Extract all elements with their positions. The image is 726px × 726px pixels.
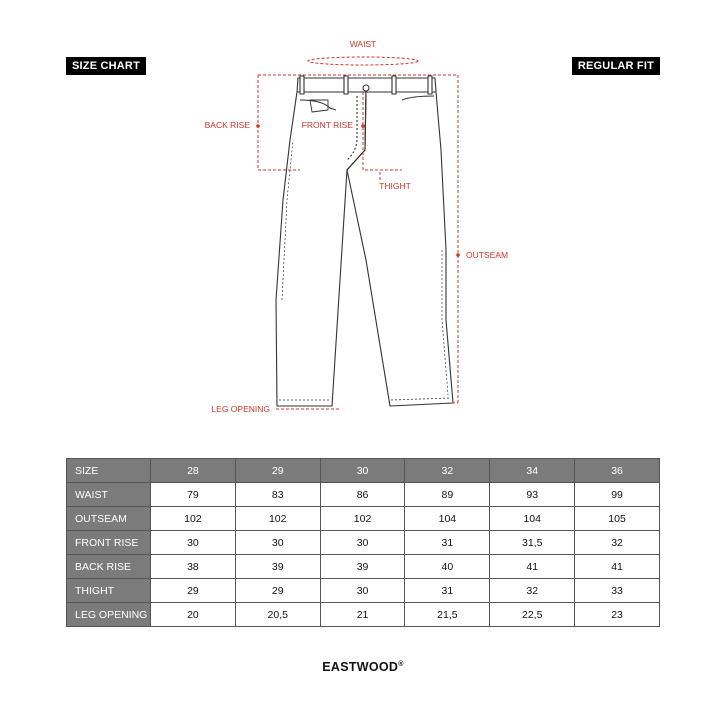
table-cell: 104 xyxy=(405,507,490,531)
table-cell: 93 xyxy=(490,483,575,507)
size-column-header: 28 xyxy=(151,459,236,483)
size-column-header: 32 xyxy=(405,459,490,483)
table-cell: 30 xyxy=(320,531,405,555)
table-cell: 21 xyxy=(320,603,405,627)
row-label: BACK RISE xyxy=(67,555,151,579)
table-cell: 79 xyxy=(151,483,236,507)
table-row xyxy=(67,603,660,627)
table-cell: 29 xyxy=(151,579,236,603)
table-cell: 89 xyxy=(405,483,490,507)
row-label: THIGHT xyxy=(67,579,151,603)
table-cell: 86 xyxy=(320,483,405,507)
table-cell: 31 xyxy=(405,531,490,555)
table-cell: 38 xyxy=(151,555,236,579)
table-cell: 41 xyxy=(490,555,575,579)
size-column-header: 29 xyxy=(235,459,320,483)
table-cell: 102 xyxy=(235,507,320,531)
table-row xyxy=(67,531,660,555)
table-cell: 32 xyxy=(490,579,575,603)
table-cell: 102 xyxy=(320,507,405,531)
table-cell: 83 xyxy=(235,483,320,507)
size-table xyxy=(66,458,660,627)
table-cell: 40 xyxy=(405,555,490,579)
table-cell: 31 xyxy=(405,579,490,603)
registered-mark: ® xyxy=(398,660,404,668)
table-row xyxy=(67,483,660,507)
table-cell: 20,5 xyxy=(235,603,320,627)
row-label: WAIST xyxy=(67,483,151,507)
brand-name: EASTWOOD xyxy=(322,660,399,674)
size-column-header: 34 xyxy=(490,459,575,483)
row-label: LEG OPENING xyxy=(67,603,151,627)
size-column-header: 30 xyxy=(320,459,405,483)
fit-tag: REGULAR FIT xyxy=(572,57,660,75)
table-cell: 31,5 xyxy=(490,531,575,555)
table-cell: 21,5 xyxy=(405,603,490,627)
table-cell: 20 xyxy=(151,603,236,627)
table-cell: 105 xyxy=(575,507,660,531)
table-cell: 30 xyxy=(320,579,405,603)
table-cell: 32 xyxy=(575,531,660,555)
thight-label: THIGHT xyxy=(379,181,411,191)
back-rise-label: BACK RISE xyxy=(204,120,250,130)
row-label: FRONT RISE xyxy=(67,531,151,555)
table-cell: 99 xyxy=(575,483,660,507)
size-chart-tag: SIZE CHART xyxy=(66,57,146,75)
table-row xyxy=(67,507,660,531)
size-column-header: 36 xyxy=(575,459,660,483)
table-row xyxy=(67,579,660,603)
outseam-label: OUTSEAM xyxy=(466,250,509,260)
leg-opening-label: LEG OPENING xyxy=(211,404,270,414)
table-row xyxy=(67,555,660,579)
table-header-row xyxy=(67,459,660,483)
table-cell: 29 xyxy=(235,579,320,603)
size-header-label: SIZE xyxy=(67,459,151,483)
table-cell: 102 xyxy=(151,507,236,531)
table-cell: 104 xyxy=(490,507,575,531)
table-cell: 41 xyxy=(575,555,660,579)
table-cell: 33 xyxy=(575,579,660,603)
brand-logo xyxy=(0,660,726,674)
front-rise-label: FRONT RISE xyxy=(301,120,353,130)
table-cell: 39 xyxy=(235,555,320,579)
table-cell: 30 xyxy=(235,531,320,555)
waist-label: WAIST xyxy=(349,39,377,49)
row-label: OUTSEAM xyxy=(67,507,151,531)
table-cell: 30 xyxy=(151,531,236,555)
table-cell: 23 xyxy=(575,603,660,627)
table-cell: 39 xyxy=(320,555,405,579)
table-cell: 22,5 xyxy=(490,603,575,627)
